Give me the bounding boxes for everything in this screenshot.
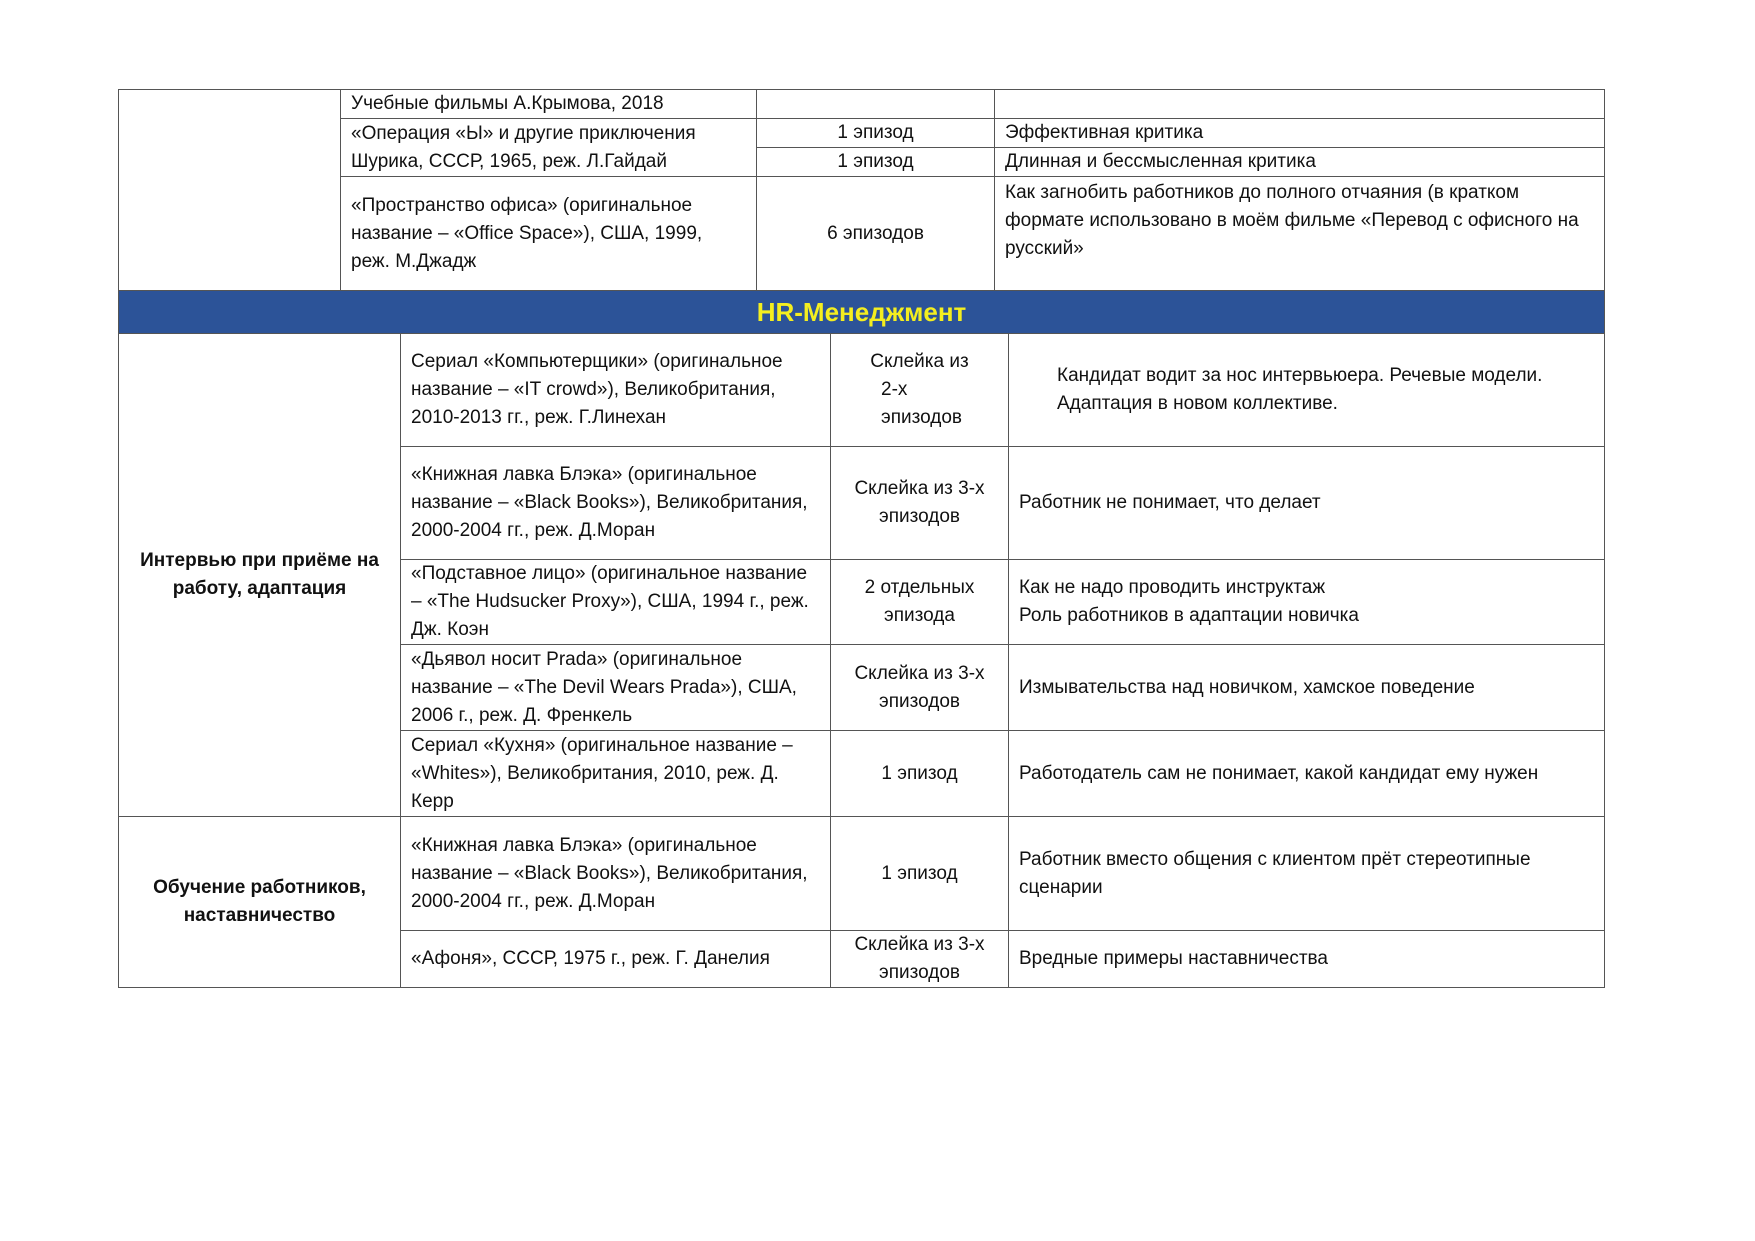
note-cell: Как загнобить работников до полного отчаяния (в кратком формате использовано в моём фильме «Перевод с офисного на русский» [995, 177, 1605, 291]
episodes-line: Склейка из 3-х [854, 934, 985, 955]
episodes-line: эпизодов [879, 962, 960, 983]
note-cell [995, 90, 1605, 119]
note-cell: Эффективная критика [995, 119, 1605, 148]
note-cell [1009, 731, 1605, 817]
episodes-line: 2 отдельных [864, 577, 975, 598]
note-line: Вредные примеры наставничества [1019, 948, 1329, 969]
film-cell: Сериал «Компьютерщики» (оригинальное название – «IT crowd»), Великобритания, 2010-2013 гг., реж. Г.Линехан [401, 334, 831, 447]
film-cell: «Книжная лавка Блэка» (оригинальное название – «Black Books»), Великобритания, 2000-2004 гг., реж. Д.Моран [401, 817, 831, 931]
table-row [119, 817, 1605, 931]
note-cell [1009, 817, 1605, 931]
episodes-cell [831, 731, 1009, 817]
table-row [119, 177, 1605, 291]
note-line: Работник не понимает, что делает [1019, 492, 1321, 513]
episodes-cell: 6 эпизодов [757, 177, 995, 291]
episodes-line: эпизодов [881, 407, 962, 428]
section-header-row [119, 291, 1605, 334]
note-line: Роль работников в адаптации новичка [1019, 605, 1359, 626]
episodes-cell [831, 334, 1009, 447]
episodes-line: 1 эпизод [881, 862, 958, 884]
table-row [119, 90, 1605, 119]
film-cell: «Пространство офиса» (оригинальное название – «Office Space»), США, 1999, реж. М.Джадж [341, 177, 757, 291]
episodes-cell [831, 931, 1009, 988]
episodes-line: эпизодов [879, 690, 960, 712]
episodes-line: эпизодов [879, 506, 960, 527]
topic-cell-empty [119, 90, 341, 291]
film-cell: «Подставное лицо» (оригинальное название – «The Hudsucker Proxy»), США, 1994 г., реж. Дж. Коэн [401, 560, 831, 645]
note-cell [1009, 645, 1605, 731]
note-line: Кандидат водит за нос интервьюера. Речевые модели. [1057, 365, 1543, 386]
film-cell: «Дьявол носит Prada» (оригинальное название – «The Devil Wears Prada»), США, 2006 г., реж. Д. Френкель [401, 645, 831, 731]
episodes-cell [831, 447, 1009, 560]
note-line: Работник вместо общения с клиентом прёт стереотипные сценарии [1019, 848, 1531, 898]
episodes-line: Склейка из 3-х [854, 478, 985, 499]
section-header: HR-Менеджмент [119, 291, 1605, 334]
top-table [118, 89, 1605, 291]
table-row [119, 334, 1605, 447]
episodes-line: эпизода [884, 605, 955, 626]
episodes-cell [831, 817, 1009, 931]
film-cell: «Афоня», СССР, 1975 г., реж. Г. Данелия [401, 931, 831, 988]
film-cell: Сериал «Кухня» (оригинальное название – «Whites»), Великобритания, 2010, реж. Д. Керр [401, 731, 831, 817]
note-cell [1009, 334, 1605, 447]
episodes-cell: 1 эпизод [757, 148, 995, 177]
episodes-cell [831, 560, 1009, 645]
note-cell [1009, 931, 1605, 988]
note-line: Измывательства над новичком, хамское поведение [1019, 676, 1475, 698]
note-line: Адаптация в новом коллективе. [1057, 393, 1338, 414]
episodes-cell [757, 90, 995, 119]
film-cell: «Операция «Ы» и другие приключения Шурика, СССР, 1965, реж. Л.Гайдай [341, 119, 757, 177]
episodes-line: Склейка из [870, 351, 969, 372]
note-cell: Длинная и бессмысленная критика [995, 148, 1605, 177]
note-line: Как не надо проводить инструктаж [1019, 577, 1326, 598]
table-row [119, 119, 1605, 148]
note-cell [1009, 560, 1605, 645]
episodes-line: 2-х [881, 379, 908, 400]
note-line: Работодатель сам не понимает, какой кандидат ему нужен [1019, 762, 1539, 784]
film-cell: Учебные фильмы А.Крымова, 2018 [341, 90, 757, 119]
episodes-line: Склейка из 3-х [854, 662, 985, 684]
topic-cell: Обучение работников, наставничество [119, 817, 401, 988]
episodes-cell: 1 эпизод [757, 119, 995, 148]
film-cell: «Книжная лавка Блэка» (оригинальное название – «Black Books»), Великобритания, 2000-2004 гг., реж. Д.Моран [401, 447, 831, 560]
note-cell [1009, 447, 1605, 560]
episodes-cell [831, 645, 1009, 731]
episodes-line: 1 эпизод [881, 762, 958, 784]
topic-cell: Интервью при приёме на работу, адаптация [119, 334, 401, 817]
hr-table [118, 290, 1605, 988]
